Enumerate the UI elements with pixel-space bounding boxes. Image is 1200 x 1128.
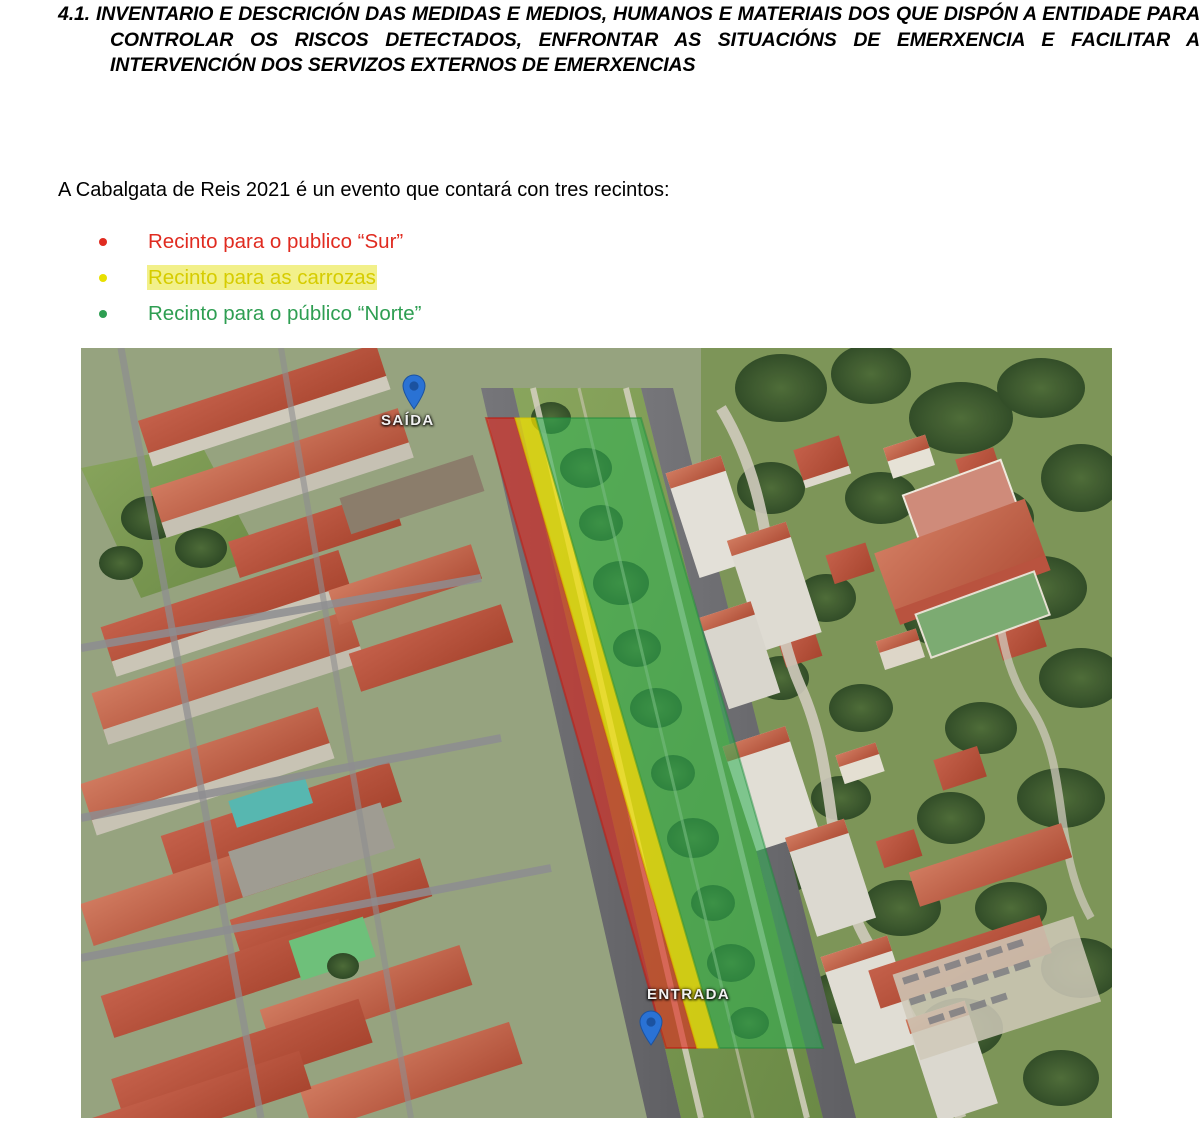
list-item-label: Recinto para o público “Norte” [148, 302, 422, 325]
list-item [58, 224, 758, 260]
aerial-map-image [81, 348, 1112, 1118]
bullet-dot-icon [99, 274, 107, 282]
aerial-map-figure [81, 348, 1112, 1118]
list-item [58, 260, 758, 296]
bullet-dot-icon [99, 310, 107, 318]
saida-label: SAÍDA [381, 412, 435, 429]
list-item [58, 296, 758, 332]
section-heading: 4.1. INVENTARIO E DESCRICIÓN DAS MEDIDAS E MEDIOS, HUMANOS E MATERIAIS DOS QUE DISPÓN A ENTIDADE PARA CONTROLAR OS RISCOS DETECTADOS, ENFRONTAR AS SITUACIÓNS DE EMERXENCIA E FACILITAR A INTERVENCIÓN DOS SERVIZOS EXTERNOS DE EMERXENCIAS [58, 3, 1200, 76]
entrada-label: ENTRADA [647, 986, 731, 1003]
bullet-dot-icon [99, 238, 107, 246]
intro-paragraph: A Cabalgata de Reis 2021 é un evento que contará con tres recintos: [58, 179, 670, 201]
list-item-label: Recinto para as carrozas [148, 266, 376, 289]
recintos-list [58, 224, 758, 332]
list-item-label: Recinto para o publico “Sur” [148, 230, 404, 253]
